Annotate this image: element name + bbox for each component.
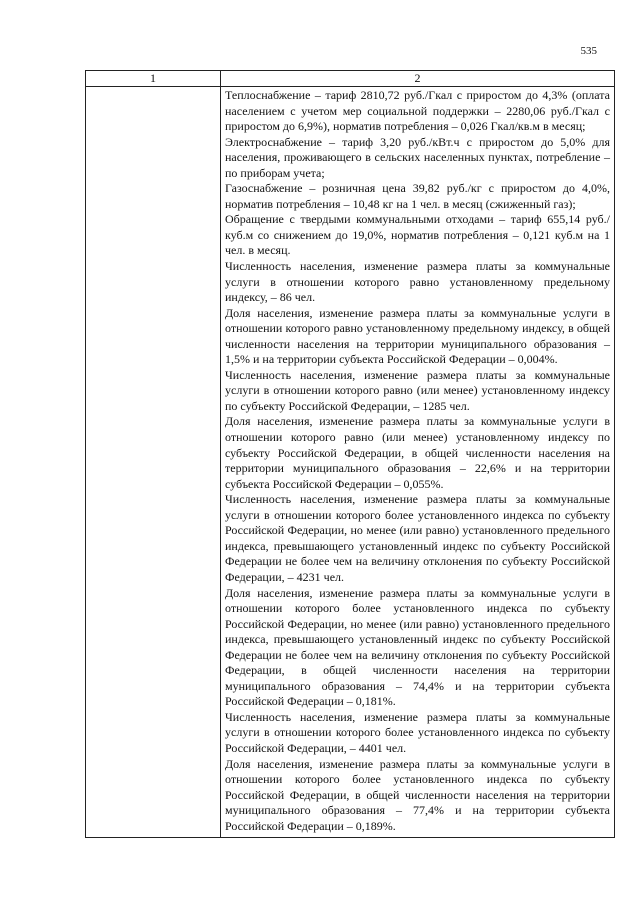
paragraph-population-subject-index: Численность населения, изменение размера платы за коммунальные услуги в отношении которого равно (или менее) установленному индексу по субъекту Российской Федерации, – 1285 чел. xyxy=(225,367,610,413)
table-header-row xyxy=(86,71,615,87)
page-number: 535 xyxy=(580,45,597,57)
paragraph-population-limit-index: Численность населения, изменение размера платы за коммунальные услуги в отношении которого равно установленному предельному индексу, – 86 чел. xyxy=(225,259,610,305)
paragraph-share-deviation: Доля населения, изменение размера платы за коммунальные услуги в отношении которого более установленного индекса по субъекту Российской Федерации, но менее (или равно) установленного предельного индекса, превышающего установленный индекс по субъекту Российской Федерации не более чем на величину отклонения по субъекту Российской Федерации, в общей численности населения на территории муниципального образования – 74,4% и на территории субъекта Российской Федерации – 0,181%. xyxy=(225,585,610,709)
column-1-cell xyxy=(86,87,221,838)
column-2-header: 2 xyxy=(221,71,615,87)
cell-content xyxy=(221,87,614,837)
table-row xyxy=(86,87,615,838)
paragraph-gas-supply: Газоснабжение – розничная цена 39,82 руб./кг с приростом до 4,0%, норматив потребления – 10,48 кг на 1 чел. в месяц (сжиженный газ); xyxy=(225,181,610,211)
paragraph-electricity: Электроснабжение – тариф 3,20 руб./кВт.ч с приростом до 5,0% для населения, проживающего в сельских населенных пунктах, потребление – по приборам учета; xyxy=(225,134,610,180)
document-table xyxy=(85,70,615,838)
paragraph-population-above-index: Численность населения, изменение размера платы за коммунальные услуги в отношении которого более установленного индекса по субъекту Российской Федерации, – 4401 чел. xyxy=(225,709,610,755)
paragraph-solid-waste: Обращение с твердыми коммунальными отходами – тариф 655,14 руб./куб.м со снижением до 19,0%, норматив потребления – 0,121 куб.м на 1 чел. в месяц. xyxy=(225,212,610,258)
paragraph-share-limit-index: Доля населения, изменение размера платы за коммунальные услуги в отношении которого равно установленному предельному индексу, в общей численности населения на территории муниципального образования – 1,5% и на территории субъекта Российской Федерации – 0,004%. xyxy=(225,305,610,367)
paragraph-population-deviation: Численность населения, изменение размера платы за коммунальные услуги в отношении которого более установленного индекса по субъекту Российской Федерации, но менее (или равно) установленного предельного индекса, превышающего установленный индекс по субъекту Российской Федерации не более чем на величину отклонения по субъекту Российской Федерации, – 4231 чел. xyxy=(225,492,610,584)
column-1-header: 1 xyxy=(86,71,221,87)
column-2-cell xyxy=(221,87,615,838)
paragraph-share-above-index: Доля населения, изменение размера платы за коммунальные услуги в отношении которого более установленного индекса по субъекту Российской Федерации, в общей численности населения на территории муниципального образования – 77,4% и на территории субъекта Российской Федерации – 0,189%. xyxy=(225,756,610,833)
paragraph-share-subject-index: Доля населения, изменение размера платы за коммунальные услуги в отношении которого равно (или менее) установленному индексу по субъекту Российской Федерации, в общей численности населения на территории муниципального образования – 22,6% и на территории субъекта Российской Федерации – 0,055%. xyxy=(225,414,610,491)
paragraph-heat-supply: Теплоснабжение – тариф 2810,72 руб./Гкал с приростом до 4,3% (оплата населением с учетом мер социальной поддержки – 2280,06 руб./Гкал с приростом до 6,9%), норматив потребления – 0,026 Гкал/кв.м в месяц; xyxy=(225,88,610,134)
